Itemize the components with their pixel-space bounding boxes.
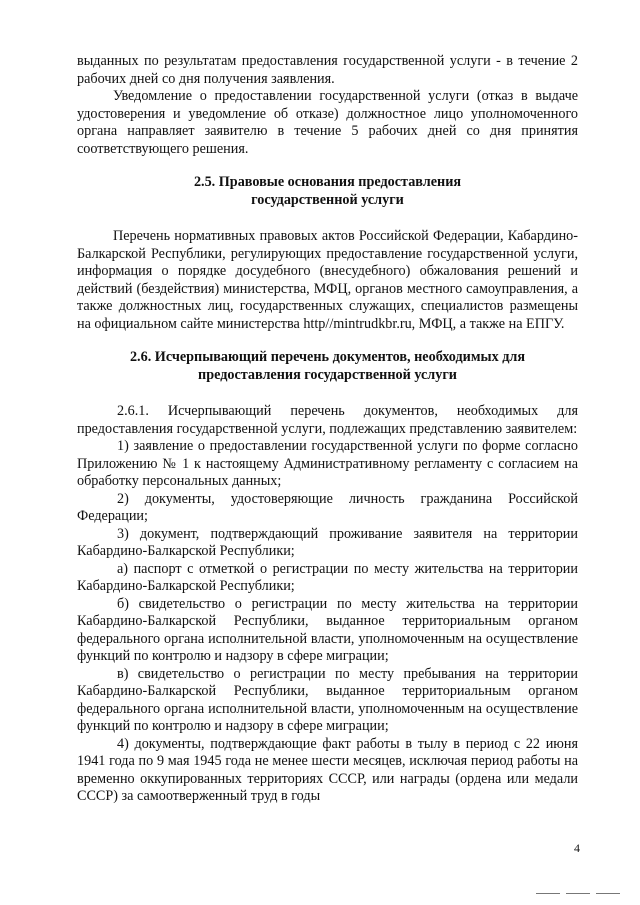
- list-item: 2) документы, удостоверяющие личность гражданина Российской Федерации;: [77, 490, 578, 524]
- list-item: в) свидетельство о регистрации по месту пребывания на территории Кабардино-Балкарской Республики, выданное территориальным органом федерального органа исполнительной власти, уполномоченным на осуществление функций по контролю и надзору в сфере миграции;: [77, 665, 578, 734]
- list-item: б) свидетельство о регистрации по месту жительства на территории Кабардино-Балкарской Республики, выданное территориальным органом федерального органа исполнительной власти, уполномоченным на осуществление функций по контролю и надзору в сфере миграции;: [77, 595, 578, 664]
- section-heading-2-5: 2.5. Правовые основания предоставления государственной услуги: [193, 174, 462, 208]
- list-item: 1) заявление о предоставлении государственной услуги по форме согласно Приложению № 1 к настоящему Административному регламенту с согласием на обработку персональных данных;: [77, 438, 578, 489]
- paragraph: выданных по результатам предоставления государственной услуги - в течение 2 рабочих дней со дня получения заявления.: [77, 53, 578, 87]
- page-number: 4: [574, 841, 580, 855]
- scan-artifact-marks: [536, 893, 620, 894]
- list-item: 3) документ, подтверждающий проживание заявителя на территории Кабардино-Балкарской Республики;: [77, 525, 578, 559]
- section-heading-2-6: 2.6. Исчерпывающий перечень документов, необходимых для предоставления государственной услуги: [129, 349, 526, 383]
- paragraph-legal-basis: Перечень нормативных правовых актов Российской Федерации, Кабардино-Балкарской Республики, регулирующих предоставление государственной услуги, информация о порядке досудебного (внесудебного) обжалования решений и действий (бездействия) министерства, МФЦ, органов местного самоуправления, а также должностных лиц, государственных служащих, специалистов размещены на официальном сайте министерства http//mintrudkbr.ru, МФЦ, а также на ЕПГУ.: [77, 228, 578, 332]
- list-item: а) паспорт с отметкой о регистрации по месту жительства на территории Кабардино-Балкарской Республики;: [77, 560, 578, 594]
- list-item: 4) документы, подтверждающие факт работы в тылу в период с 22 июня 1941 года по 9 мая 1945 года не менее шести месяцев, исключая период работы на временно оккупированных территориях СССР, или награды (ордена или медали СССР) за самоотверженный труд в годы: [77, 735, 578, 804]
- paragraph: Уведомление о предоставлении государственной услуги (отказ в выдаче удостоверения и уведомление об отказе) должностное лицо уполномоченного органа направляет заявителю в течение 5 рабочих дней со дня принятия соответствующего решения.: [77, 88, 578, 157]
- document-page: [77, 53, 578, 806]
- paragraph-2-6-1: 2.6.1. Исчерпывающий перечень документов, необходимых для предоставления государственной услуги, подлежащих представлению заявителем:: [77, 403, 578, 437]
